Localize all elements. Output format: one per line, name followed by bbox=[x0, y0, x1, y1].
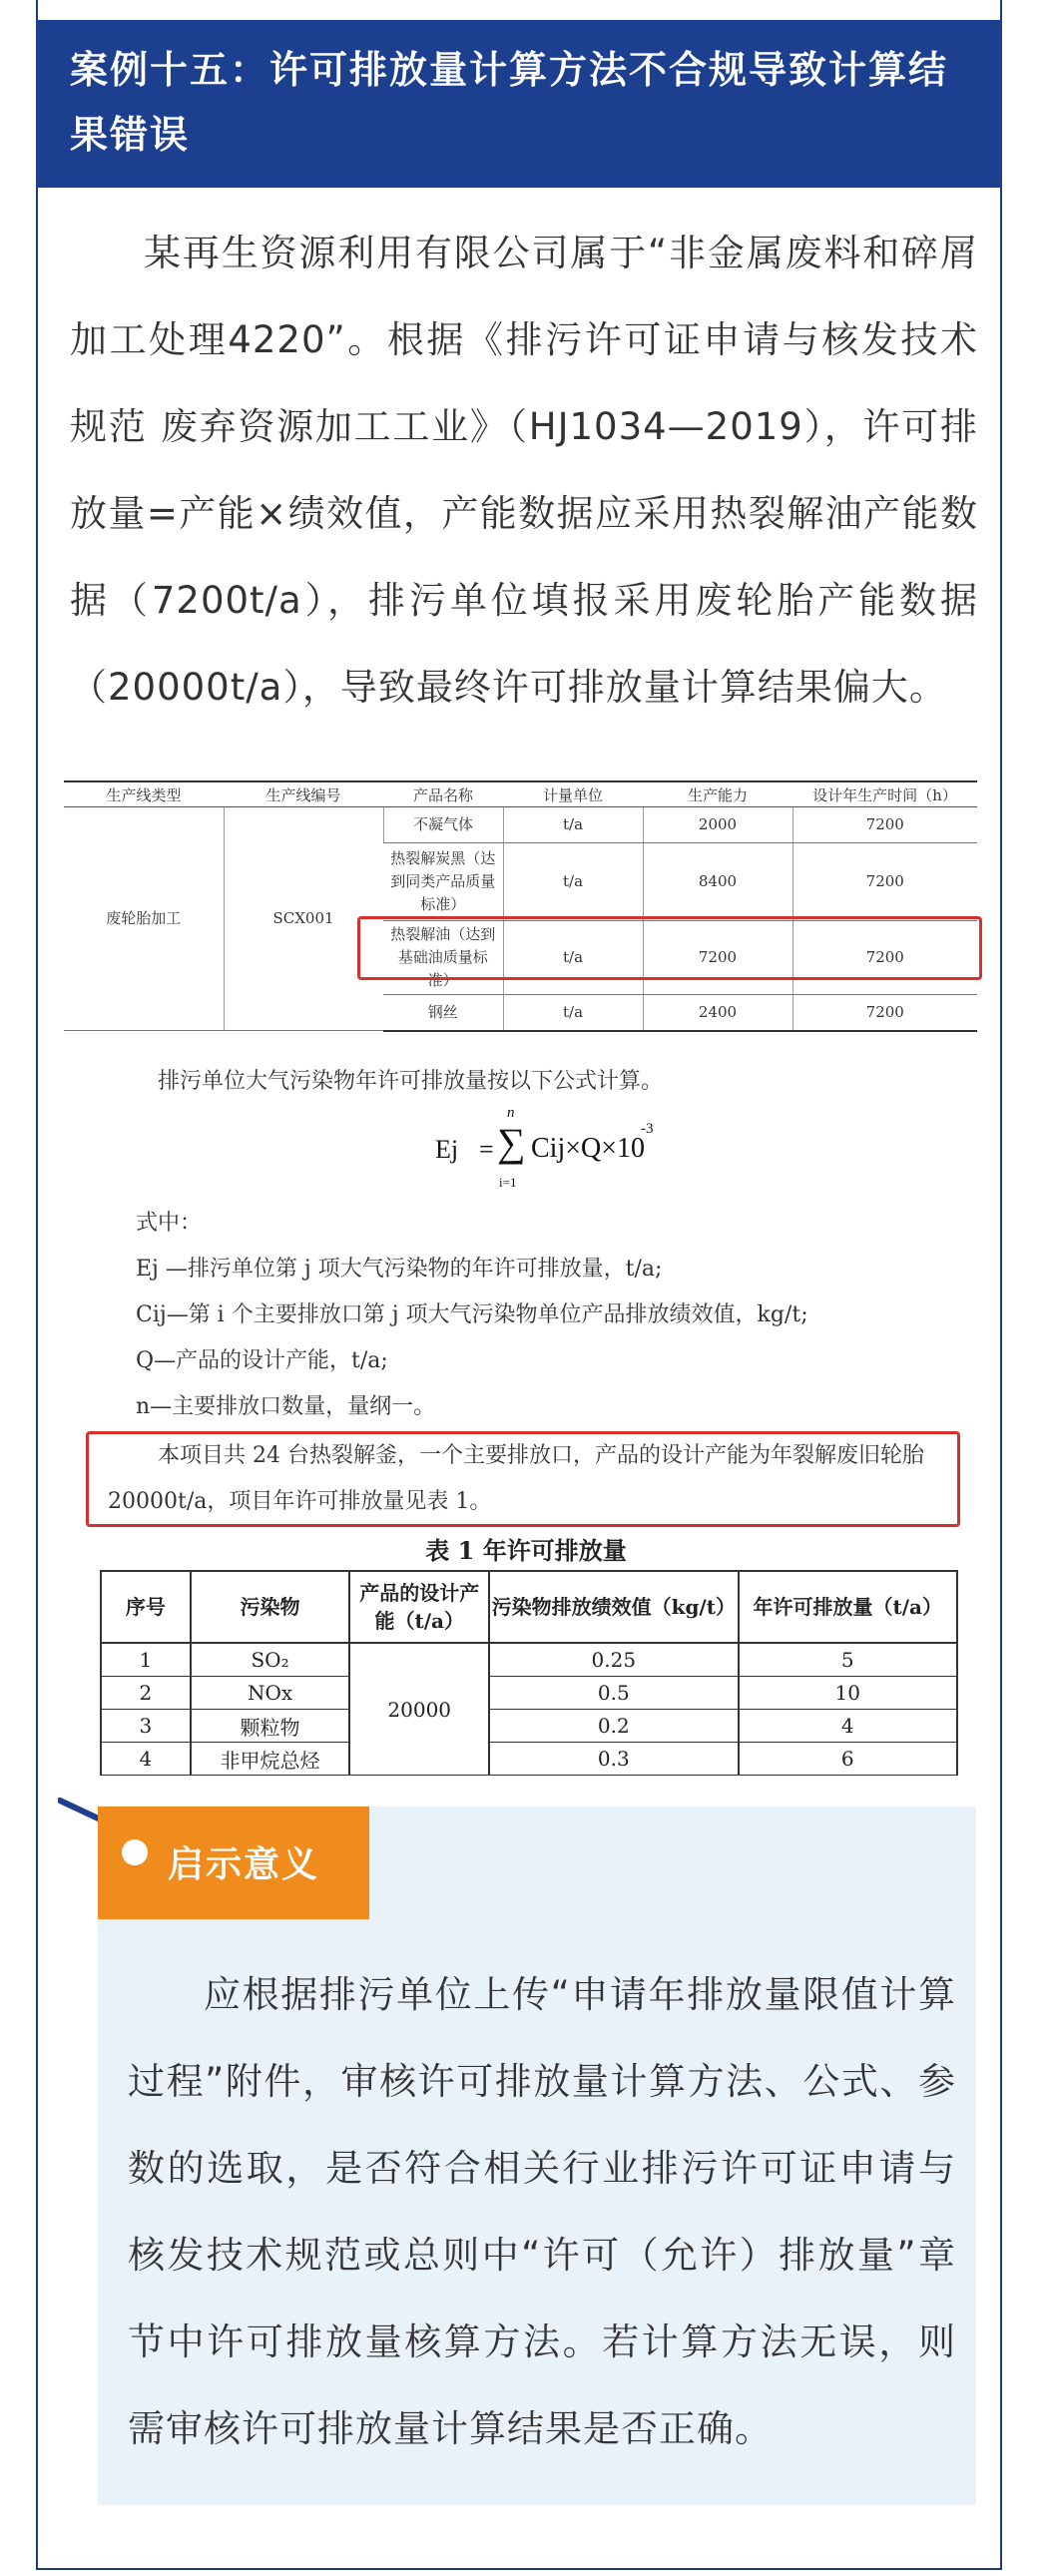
formula-lhs: Ej bbox=[435, 1135, 459, 1164]
emission-formula bbox=[435, 1093, 695, 1213]
amount-cell: 6 bbox=[739, 1743, 958, 1776]
amount-cell: 5 bbox=[739, 1643, 958, 1677]
intro-paragraph: 某再生资源利用有限公司属于“非金属废料和碎屑加工处理4220”。根据《排污许可证申请与核发技术规范 废弃资源加工工业》（HJ1034—2019），许可排放量=产能×绩效值，产能数据应采用热裂解油产能数据（7200t/a），排污单位填报采用废轮胎产能数据（20000t/a），导致最终许可排放量计算结果偏大。 bbox=[70, 232, 978, 709]
col-hours: 设计年生产时间（h） bbox=[792, 781, 977, 807]
definition-line: n—主要排放口数量，量纲一。 bbox=[136, 1394, 436, 1419]
capacity-cell: 20000 bbox=[349, 1643, 489, 1776]
definition-line: 式中： bbox=[136, 1211, 203, 1236]
case-title-bar bbox=[36, 20, 1002, 188]
col-emission-factor: 污染物排放绩效值（kg/t） bbox=[489, 1571, 738, 1643]
col-annual-permit: 年许可排放量（t/a） bbox=[739, 1571, 958, 1643]
table-row bbox=[101, 1677, 957, 1710]
bullet-dot-icon bbox=[122, 1839, 148, 1865]
insight-text: 应根据排污单位上传“申请年排放量限值计算过程”附件，审核许可排放量计算方法、公式、参数的选取，是否符合相关行业排污许可证申请与核发技术规范或总则中“许可（允许）排放量”章节中许可排放量核算方法。若计算方法无误，则需审核许可排放量计算结果是否正确。 bbox=[128, 1973, 956, 2450]
definition-line: Ej —排污单位第 j 项大气污染物的年许可排放量，t/a; bbox=[136, 1257, 663, 1282]
formula-definitions bbox=[136, 1201, 808, 1430]
col-line-type: 生产线类型 bbox=[64, 781, 224, 807]
table1-caption: 表 1 年许可排放量 bbox=[425, 1536, 627, 1565]
project-note: 本项目共 24 台热裂解釜，一个主要排放口，产品的设计产能为年裂解废旧轮胎 20000t/a，项目年许可排放量见表 1。 bbox=[108, 1443, 924, 1514]
pollutant-cell: 非甲烷总烃 bbox=[191, 1743, 350, 1776]
hours-cell: 7200 bbox=[792, 843, 977, 921]
formula-lower: i=1 bbox=[499, 1175, 517, 1190]
table-row bbox=[101, 1710, 957, 1743]
col-unit: 计量单位 bbox=[503, 781, 643, 807]
pollutant-cell: 颗粒物 bbox=[191, 1710, 350, 1743]
col-capacity: 生产能力 bbox=[643, 781, 792, 807]
formula-intro: 排污单位大气污染物年许可排放量按以下公式计算。 bbox=[158, 1069, 664, 1094]
col-pollutant: 污染物 bbox=[191, 1571, 350, 1643]
sum-icon: ∑ bbox=[497, 1120, 526, 1165]
capacity-cell: 8400 bbox=[643, 843, 792, 921]
formula-body: Cij×Q×10 bbox=[531, 1133, 646, 1164]
table-row bbox=[64, 807, 977, 843]
product-cell: 不凝气体 bbox=[383, 807, 503, 843]
product-cell: 钢丝 bbox=[383, 995, 503, 1031]
amount-cell: 10 bbox=[739, 1677, 958, 1710]
hours-cell: 7200 bbox=[792, 995, 977, 1031]
insight-label: 启示意义 bbox=[168, 1844, 320, 1885]
highlight-oil-row bbox=[357, 916, 982, 980]
no-cell: 1 bbox=[101, 1643, 191, 1677]
col-line-code: 生产线编号 bbox=[224, 781, 383, 807]
amount-cell: 4 bbox=[739, 1710, 958, 1743]
line-code-cell: SCX001 bbox=[224, 807, 383, 1031]
hours-cell: 7200 bbox=[792, 921, 977, 995]
table1-header bbox=[101, 1571, 957, 1643]
factor-cell: 0.5 bbox=[489, 1677, 738, 1710]
factor-cell: 0.25 bbox=[489, 1643, 738, 1677]
permitted-emission-table bbox=[100, 1570, 958, 1776]
capacity-cell: 2000 bbox=[643, 807, 792, 843]
definition-line: Q—产品的设计产能，t/a; bbox=[136, 1348, 388, 1373]
formula-exponent: -3 bbox=[641, 1121, 654, 1137]
case-title: 案例十五：许可排放量计算方法不合规导致计算结果错误 bbox=[70, 48, 949, 157]
formula-equals: = bbox=[479, 1135, 494, 1164]
production-table-figure bbox=[64, 780, 977, 1032]
insight-tag bbox=[98, 1806, 369, 1919]
col-product: 产品名称 bbox=[383, 781, 503, 807]
factor-cell: 0.2 bbox=[489, 1710, 738, 1743]
unit-cell: t/a bbox=[503, 995, 643, 1031]
production-table bbox=[64, 780, 977, 1032]
production-table-header bbox=[64, 781, 977, 807]
unit-cell: t/a bbox=[503, 843, 643, 921]
col-no: 序号 bbox=[101, 1571, 191, 1643]
line-type-cell: 废轮胎加工 bbox=[64, 807, 224, 1031]
table-row bbox=[101, 1643, 957, 1677]
capacity-cell: 7200 bbox=[643, 921, 792, 995]
unit-cell: t/a bbox=[503, 807, 643, 843]
table-row bbox=[101, 1743, 957, 1776]
unit-cell: t/a bbox=[503, 921, 643, 995]
no-cell: 3 bbox=[101, 1710, 191, 1743]
hours-cell: 7200 bbox=[792, 807, 977, 843]
formula-upper: n bbox=[507, 1105, 515, 1121]
factor-cell: 0.3 bbox=[489, 1743, 738, 1776]
highlight-project-note bbox=[86, 1431, 960, 1527]
no-cell: 2 bbox=[101, 1677, 191, 1710]
pollutant-cell: NOx bbox=[191, 1677, 350, 1710]
col-design-capacity: 产品的设计产能（t/a） bbox=[349, 1571, 489, 1643]
pollutant-cell: SO₂ bbox=[191, 1643, 350, 1677]
definition-line: Cij—第 i 个主要排放口第 j 项大气污染物单位产品排放绩效值，kg/t; bbox=[136, 1302, 808, 1327]
no-cell: 4 bbox=[101, 1743, 191, 1776]
product-cell: 热裂解油（达到基础油质量标准） bbox=[383, 921, 503, 995]
product-cell: 热裂解炭黑（达到同类产品质量标准） bbox=[383, 843, 503, 921]
capacity-cell: 2400 bbox=[643, 995, 792, 1031]
